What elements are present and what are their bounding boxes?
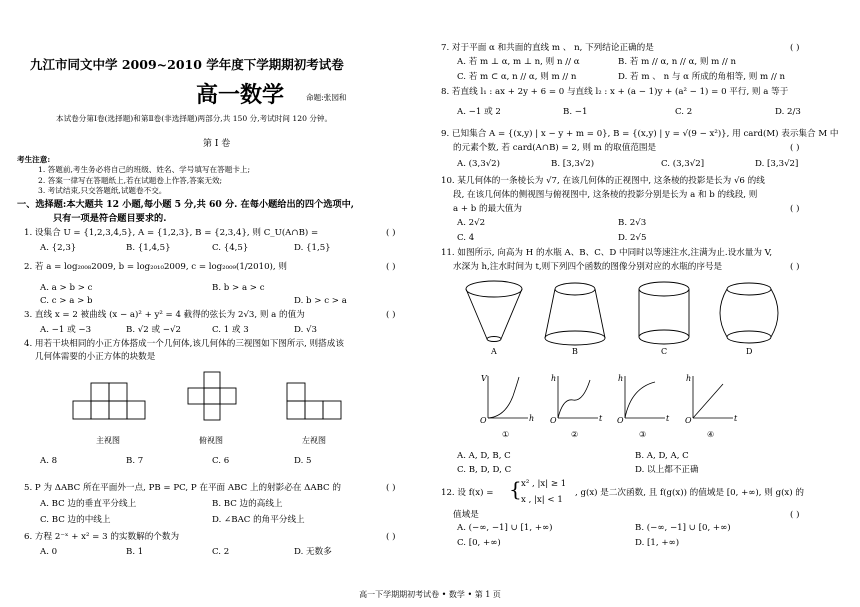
left-view-cell: [323, 401, 341, 419]
graph-3-curve: [625, 382, 655, 418]
graph-2-curve: [558, 380, 590, 418]
subject-title: 高一数学: [196, 83, 285, 108]
author: 命题:张园和: [306, 93, 347, 102]
q5-option-d: D. ∠BAC 的角平分线上: [212, 515, 305, 525]
graph-1-curve: [488, 377, 519, 418]
q3-option-c: C. 1 或 3: [212, 325, 249, 335]
q5-option-c: C. BC 边的中线上: [40, 515, 111, 525]
bottle-b-label: B: [572, 347, 578, 356]
q12-option-d: D. [1, +∞): [635, 538, 680, 548]
left-view-cell: [287, 401, 305, 419]
q9-option-a: A. (3,3√2): [457, 159, 500, 169]
bottle-a-base: [487, 337, 501, 342]
graph-3-xlabel: t: [666, 414, 670, 423]
bottle-d-rim: [727, 283, 771, 295]
graph-2-xlabel: t: [599, 414, 603, 423]
q12-case-1: x² , |x| ≥ 1: [521, 479, 567, 489]
top-view-cell: [204, 372, 220, 388]
graph-3-axes: [625, 376, 665, 418]
q11-option-d: D. 以上都不正确: [635, 465, 699, 475]
q12-stem-2: 值域是: [453, 510, 479, 520]
q5-option-a: A. BC 边的垂直平分线上: [40, 499, 137, 509]
q12-option-a: A. (−∞, −1] ∪ [1, +∞): [457, 523, 553, 533]
q3-option-b: B. √2 或 −√2: [126, 325, 181, 335]
graph-1-ylabel: V: [481, 374, 487, 383]
top-view-cell: [220, 388, 236, 404]
graph-4-label: ④: [707, 430, 715, 439]
graph-4-origin: O: [685, 416, 692, 425]
q1-stem: 1. 设集合 U = {1,2,3,4,5}, A = {1,2,3}, B = {2,3,4}, 则 C_U(A∩B) =: [24, 228, 319, 238]
graph-4-ylabel: h: [686, 374, 692, 383]
q5-option-b: B. BC 边的高线上: [212, 499, 283, 509]
answer-bracket: ( ): [386, 262, 396, 272]
notice-title: 考生注意:: [17, 155, 51, 164]
q12-option-c: C. [0, +∞): [457, 538, 501, 548]
q4-option-d: D. 5: [294, 456, 312, 466]
page-footer: 高一下学期期初考试卷 • 数学 • 第 1 页: [359, 590, 501, 599]
exam-title: 九江市同文中学 2009~2010 学年度下学期期初考试卷: [30, 57, 344, 72]
volume-heading: 第 Ⅰ 卷: [203, 139, 231, 149]
answer-bracket: ( ): [386, 483, 396, 493]
q7-option-d: D. 若 m 、 n 与 α 所成的角相等, 则 m // n: [618, 72, 785, 82]
q4-option-c: C. 6: [212, 456, 230, 466]
bottle-a-body: [466, 289, 522, 339]
q11-option-c: C. B, D, D, C: [457, 465, 512, 475]
q3-option-d: D. √3: [294, 325, 317, 335]
bottle-b-base: [545, 331, 605, 345]
q10-option-c: C. 4: [457, 233, 475, 243]
q9-stem-2: 的元素个数, 若 card(A∩B) = 2, 则 m 的取值范围是: [453, 143, 657, 153]
q3-stem: 3. 直线 x = 2 被曲线 (x − a)² + y² = 4 截得的弦长为 2√3, 则 a 的值为: [24, 310, 305, 320]
bottle-b-rim: [555, 283, 595, 295]
q10-stem-3: a + b 的最大值为: [453, 204, 522, 214]
q2-option-a: A. a > b > c: [40, 283, 93, 293]
q5-stem: 5. P 为 ΔABC 所在平面外一点, PB = PC, P 在平面 ABC 上的射影必在 ΔABC 的: [24, 483, 341, 493]
q4-stem-2: 几何体需要的小正方体的块数是: [35, 352, 156, 362]
q6-option-d: D. 无数多: [294, 547, 332, 557]
q7-option-b: B. 若 m // α, n // α, 则 m // n: [618, 57, 737, 67]
bottle-c-label: C: [661, 347, 668, 356]
q10-option-a: A. 2√2: [457, 218, 486, 228]
front-view-cell: [109, 383, 127, 401]
answer-bracket: ( ): [386, 228, 396, 238]
q8-option-d: D. 2/3: [775, 107, 801, 117]
q12-stem: 12. 设 f(x) =: [441, 488, 494, 498]
graph-3-label: ③: [639, 430, 647, 439]
q7-stem: 7. 对于平面 α 和共面的直线 m 、 n, 下列结论正确的是: [441, 43, 654, 53]
left-view-label: 左视图: [302, 436, 326, 445]
bottle-c-base: [639, 330, 689, 344]
left-view-cell: [287, 383, 305, 401]
left-view-cell: [305, 401, 323, 419]
bottle-d-body: [720, 289, 778, 337]
graph-2-ylabel: h: [551, 374, 557, 383]
q11-stem-2: 水深为 h,注水时间为 t,则下列四个函数的图像分别对应的水瓶的序号是: [453, 262, 723, 272]
bottle-a-label: A: [491, 347, 497, 356]
graph-2-axes: [558, 376, 598, 418]
section-heading-2: 只有一项是符合题目要求的.: [53, 213, 167, 224]
front-view-cell: [127, 401, 145, 419]
answer-bracket: ( ): [790, 204, 800, 214]
top-view-cell: [204, 388, 220, 404]
answer-bracket: ( ): [790, 262, 800, 272]
graph-1-label: ①: [502, 430, 510, 439]
q10-option-b: B. 2√3: [618, 218, 647, 228]
front-view-cell: [91, 401, 109, 419]
q6-option-c: C. 2: [212, 547, 230, 557]
q1-option-c: C. {4,5}: [212, 243, 249, 253]
q12-case-2: x , |x| < 1: [521, 495, 563, 505]
q1-option-a: A. {2,3}: [40, 243, 77, 253]
q11-stem: 11. 如图所示, 向高为 H 的水瓶 A、B、C、D 中同时以等速注水,注满为止.设水量为 V,: [441, 248, 773, 258]
q8-option-b: B. −1: [563, 107, 588, 117]
front-view-cell: [109, 401, 127, 419]
q9-option-d: D. [3,3√2]: [755, 159, 799, 169]
notice-item: 3. 考试结束,只交答题纸,试题卷不交。: [38, 186, 167, 195]
brace: {: [509, 477, 522, 501]
q9-stem: 9. 已知集合 A = {(x,y) | x − y + m = 0}, B = {(x,y) | y = √(9 − x²)}, 用 card(M) 表示集合 M 中: [441, 129, 839, 139]
q7-option-a: A. 若 m ⊥ α, m ⊥ n, 则 n // α: [457, 57, 580, 67]
q10-stem-2: 段, 在该几何体的侧视图与俯视图中, 这条棱的投影分别是长为 a 和 b 的线段, 则: [453, 190, 758, 200]
bottle-d-label: D: [746, 347, 753, 356]
graph-1-xlabel: h: [529, 414, 535, 423]
q7-option-c: C. 若 m ⊂ α, n // α, 则 m // n: [457, 72, 577, 82]
bottle-d-base: [727, 331, 771, 343]
answer-bracket: ( ): [790, 510, 800, 520]
q6-stem: 6. 方程 2⁻ˣ + x² = 3 的实数解的个数为: [24, 532, 180, 542]
front-view-cell: [73, 401, 91, 419]
graph-4-xlabel: t: [734, 414, 738, 423]
bottle-c-rim: [639, 282, 689, 296]
q2-stem: 2. 若 a = log₂₀₀₈2009, b = log₂₀₁₀2009, c = log₂₀₀₉(1/2010), 则: [24, 262, 287, 272]
answer-bracket: ( ): [386, 310, 396, 320]
q8-option-c: C. 2: [675, 107, 693, 117]
notice-item: 1. 答题前,考生务必将自己的班级、姓名、学号填写在答题卡上;: [38, 165, 251, 174]
q4-stem: 4. 用若干块相同的小正方体搭成一个几何体,该几何体的三视图如下图所示, 则搭成该: [24, 339, 344, 349]
q8-option-a: A. −1 或 2: [457, 107, 501, 117]
q6-option-b: B. 1: [126, 547, 144, 557]
exam-info: 本试卷分第Ⅰ卷(选择题)和第Ⅱ卷(非选择题)两部分,共 150 分,考试时间 120 分钟。: [56, 114, 333, 123]
graph-2-label: ②: [571, 430, 579, 439]
answer-bracket: ( ): [790, 143, 800, 153]
q10-stem: 10. 某几何体的一条棱长为 √7, 在该几何体的正视图中, 这条棱的投影是长为 √6 的线: [441, 176, 765, 186]
front-view-label: 主视图: [96, 436, 120, 445]
q9-option-b: B. [3,3√2): [551, 159, 595, 169]
notice-item: 2. 答案一律写在答题纸上,若在试题卷上作答,答案无效;: [38, 176, 223, 185]
answer-bracket: ( ): [386, 532, 396, 542]
q1-option-b: B. {1,4,5}: [126, 243, 171, 253]
q11-option-b: B. A, D, A, C: [635, 451, 689, 461]
graph-2-origin: O: [550, 416, 557, 425]
answer-bracket: ( ): [790, 43, 800, 53]
top-view-cell: [204, 404, 220, 420]
section-heading: 一、选择题:本大题共 12 小题,每小题 5 分,共 60 分. 在每小题给出的四个选项中,: [17, 199, 354, 210]
q12-stem-post: , g(x) 是二次函数, 且 f(g(x)) 的值域是 [0, +∞), 则 g(x) 的: [575, 488, 804, 498]
q6-option-a: A. 0: [40, 547, 58, 557]
front-view-cell: [91, 383, 109, 401]
q4-option-a: A. 8: [40, 456, 58, 466]
q4-option-b: B. 7: [126, 456, 144, 466]
graph-1-origin: O: [480, 416, 487, 425]
q2-option-c: C. c > a > b: [40, 296, 93, 306]
graph-3-ylabel: h: [618, 374, 624, 383]
top-view-cell: [188, 388, 204, 404]
graph-1-axes: [488, 376, 528, 418]
q9-option-c: C. (3,3√2]: [661, 159, 705, 169]
graph-4-curve: [693, 384, 723, 418]
q8-stem: 8. 若直线 l₁ : ax + 2y + 6 = 0 与直线 l₂ : x + (a − 1)y + (a² − 1) = 0 平行, 则 a 等于: [441, 87, 789, 97]
q12-option-b: B. (−∞, −1] ∪ [0, +∞): [635, 523, 731, 533]
q1-option-d: D. {1,5}: [294, 243, 331, 253]
q11-option-a: A. A, D, B, C: [457, 451, 511, 461]
q2-option-b: B. b > a > c: [212, 283, 265, 293]
graph-3-origin: O: [617, 416, 624, 425]
q2-option-d: D. b > c > a: [294, 296, 347, 306]
q10-option-d: D. 2√5: [618, 233, 647, 243]
q3-option-a: A. −1 或 −3: [40, 325, 92, 335]
bottle-a-rim: [466, 281, 522, 297]
top-view-label: 俯视图: [199, 436, 223, 445]
